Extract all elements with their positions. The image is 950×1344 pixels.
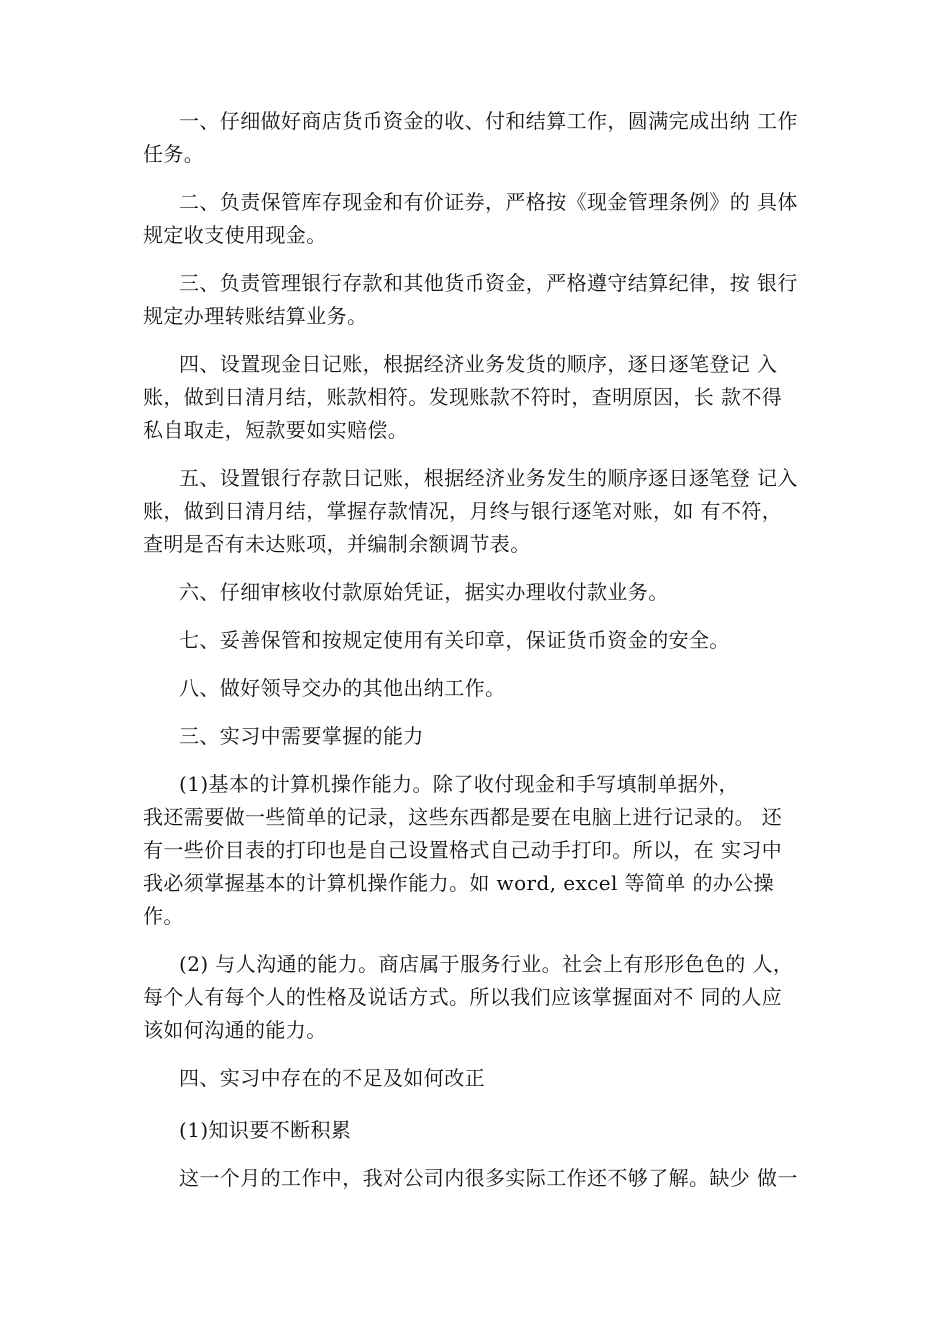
paragraph-duty-1	[143, 105, 833, 171]
text-line: 规定收支使用现金。	[143, 223, 327, 247]
document-body	[143, 105, 833, 1210]
subheading-knowledge	[143, 1114, 833, 1147]
text-line: 四、设置现金日记账，根据经济业务发货的顺序，逐日逐笔登记 入	[179, 352, 778, 376]
text-line: 私自取走，短款要如实赔偿。	[143, 418, 409, 442]
text-line: 该如何沟通的能力。	[143, 1018, 327, 1042]
paragraph-duty-7	[143, 624, 833, 657]
text-line: 我还需要做一些简单的记录，这些东西都是要在电脑上进行记录的。 还	[143, 805, 783, 829]
text-line: 作。	[143, 904, 184, 928]
section-heading-abilities	[143, 720, 833, 753]
text-line: 一、仔细做好商店货币资金的收、付和结算工作，圆满完成出纳 工作	[179, 109, 798, 133]
text-line: 每个人有每个人的性格及说话方式。所以我们应该掌握面对不 同的人应	[143, 985, 783, 1009]
paragraph-communication-ability	[143, 948, 833, 1047]
text-line: 这一个月的工作中，我对公司内很多实际工作还不够了解。缺少 做一	[179, 1166, 798, 1190]
paragraph-duty-2	[143, 186, 833, 252]
paragraph-duty-5	[143, 462, 833, 561]
paragraph-duty-4	[143, 348, 833, 447]
text-line: 八、做好领导交办的其他出纳工作。	[179, 676, 506, 700]
text-line: 查明是否有未达账项，并编制余额调节表。	[143, 532, 531, 556]
text-line: 有一些价目表的打印也是自己设置格式自己动手打印。所以，在 实习中	[143, 838, 783, 862]
section-heading-shortcomings	[143, 1062, 833, 1095]
paragraph-duty-8	[143, 672, 833, 705]
text-line: 七、妥善保管和按规定使用有关印章，保证货币资金的安全。	[179, 628, 730, 652]
paragraph-computer-ability	[143, 768, 833, 933]
text-line: 规定办理转账结算业务。	[143, 304, 368, 328]
text-line: (1)知识要不断积累	[179, 1118, 352, 1142]
paragraph-duty-6	[143, 576, 833, 609]
text-line: 六、仔细审核收付款原始凭证，据实办理收付款业务。	[179, 580, 669, 604]
text-line: 二、负责保管库存现金和有价证券，严格按《现金管理条例》的 具体	[179, 190, 798, 214]
text-line: (2) 与人沟通的能力。商店属于服务行业。社会上有形形色色的 人，	[179, 952, 794, 976]
text-line: 四、实习中存在的不足及如何改正	[179, 1066, 485, 1090]
text-line: 三、实习中需要掌握的能力	[179, 724, 424, 748]
text-line: 三、负责管理银行存款和其他货币资金，严格遵守结算纪律，按 银行	[179, 271, 798, 295]
text-line: (1)基本的计算机操作能力。除了收付现金和手写填制单据外，	[179, 772, 739, 796]
text-line: 账，做到日清月结，掌握存款情况，月终与银行逐笔对账，如 有不符，	[143, 499, 783, 523]
text-line: 任务。	[143, 142, 205, 166]
text-line: 账，做到日清月结，账款相符。发现账款不符时，查明原因，长 款不得	[143, 385, 783, 409]
paragraph-month-work	[143, 1162, 833, 1195]
paragraph-duty-3	[143, 267, 833, 333]
text-line: 我必须掌握基本的计算机操作能力。如 word, excel 等简单 的办公操	[143, 871, 775, 895]
text-line: 五、设置银行存款日记账，根据经济业务发生的顺序逐日逐笔登 记入	[179, 466, 798, 490]
